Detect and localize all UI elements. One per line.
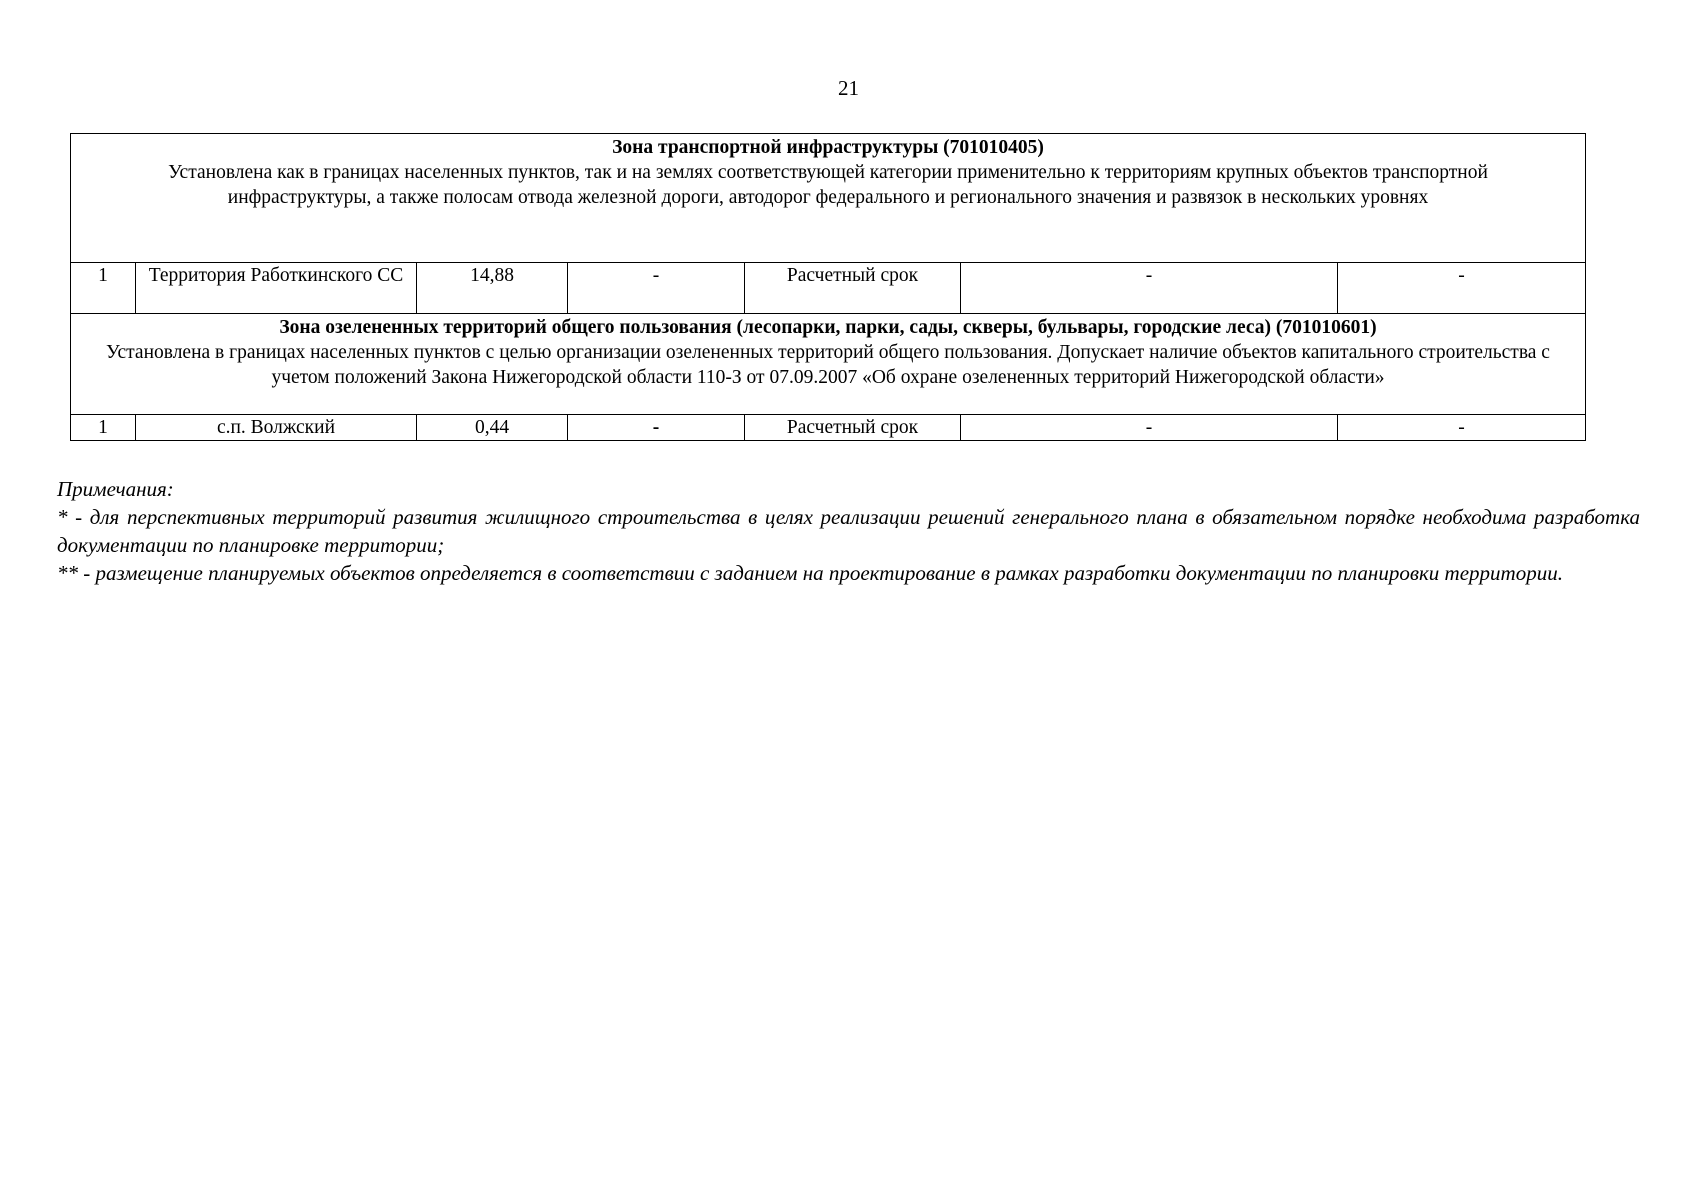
column-7-value: - (1338, 415, 1586, 441)
zone-header-row (71, 134, 1586, 263)
note-item: ** - размещение планируемых объектов определяется в соответствии с заданием на проектирование в рамках разработки документации по планировки территории. (57, 561, 1563, 585)
column-6-value: - (961, 263, 1338, 314)
zone-title: Зона озелененных территорий общего пользования (лесопарки, парки, сады, скверы, бульвары, городские леса) (701010601) (279, 317, 1377, 338)
page-number: 21 (838, 76, 859, 100)
column-4-value: - (568, 415, 745, 441)
column-6-value: - (961, 415, 1338, 441)
notes-heading: Примечания: (57, 477, 174, 501)
zone-header-row (71, 314, 1586, 415)
table-row (71, 263, 1586, 314)
zone-header-cell (71, 134, 1586, 263)
row-number: 1 (71, 263, 136, 314)
term-value: Расчетный срок (745, 263, 961, 314)
territory-name: Территория Работкинского СС (136, 263, 417, 314)
table-row (71, 415, 1586, 441)
notes-section (57, 475, 1640, 587)
column-7-value: - (1338, 263, 1586, 314)
area-value: 0,44 (417, 415, 568, 441)
zone-description: Установлена как в границах населенных пунктов, так и на землях соответствующей категории применительно к территориям крупных объектов транспортной инфраструктуры, а также полосам отвода железной дороги, автодорог федерального и регионального значения и развязок в нескольких уровнях (168, 162, 1488, 208)
territory-name: с.п. Волжский (136, 415, 417, 441)
zone-header-cell (71, 314, 1586, 415)
column-4-value: - (568, 263, 745, 314)
row-number: 1 (71, 415, 136, 441)
note-item: * - для перспективных территорий развития жилищного строительства в целях реализации решений генерального плана в обязательном порядке необходима разработка документации по планировке территории; (57, 505, 1640, 557)
zone-title: Зона транспортной инфраструктуры (701010405) (612, 137, 1044, 158)
zones-table (70, 133, 1586, 441)
area-value: 14,88 (417, 263, 568, 314)
zone-description: Установлена в границах населенных пунктов с целью организации озелененных территорий общего пользования. Допускает наличие объектов капитального строительства с учетом положений Закона Нижегородской области 110-З от 07.09.2007 «Об охране озелененных территорий Нижегородской области» (106, 342, 1550, 388)
term-value: Расчетный срок (745, 415, 961, 441)
